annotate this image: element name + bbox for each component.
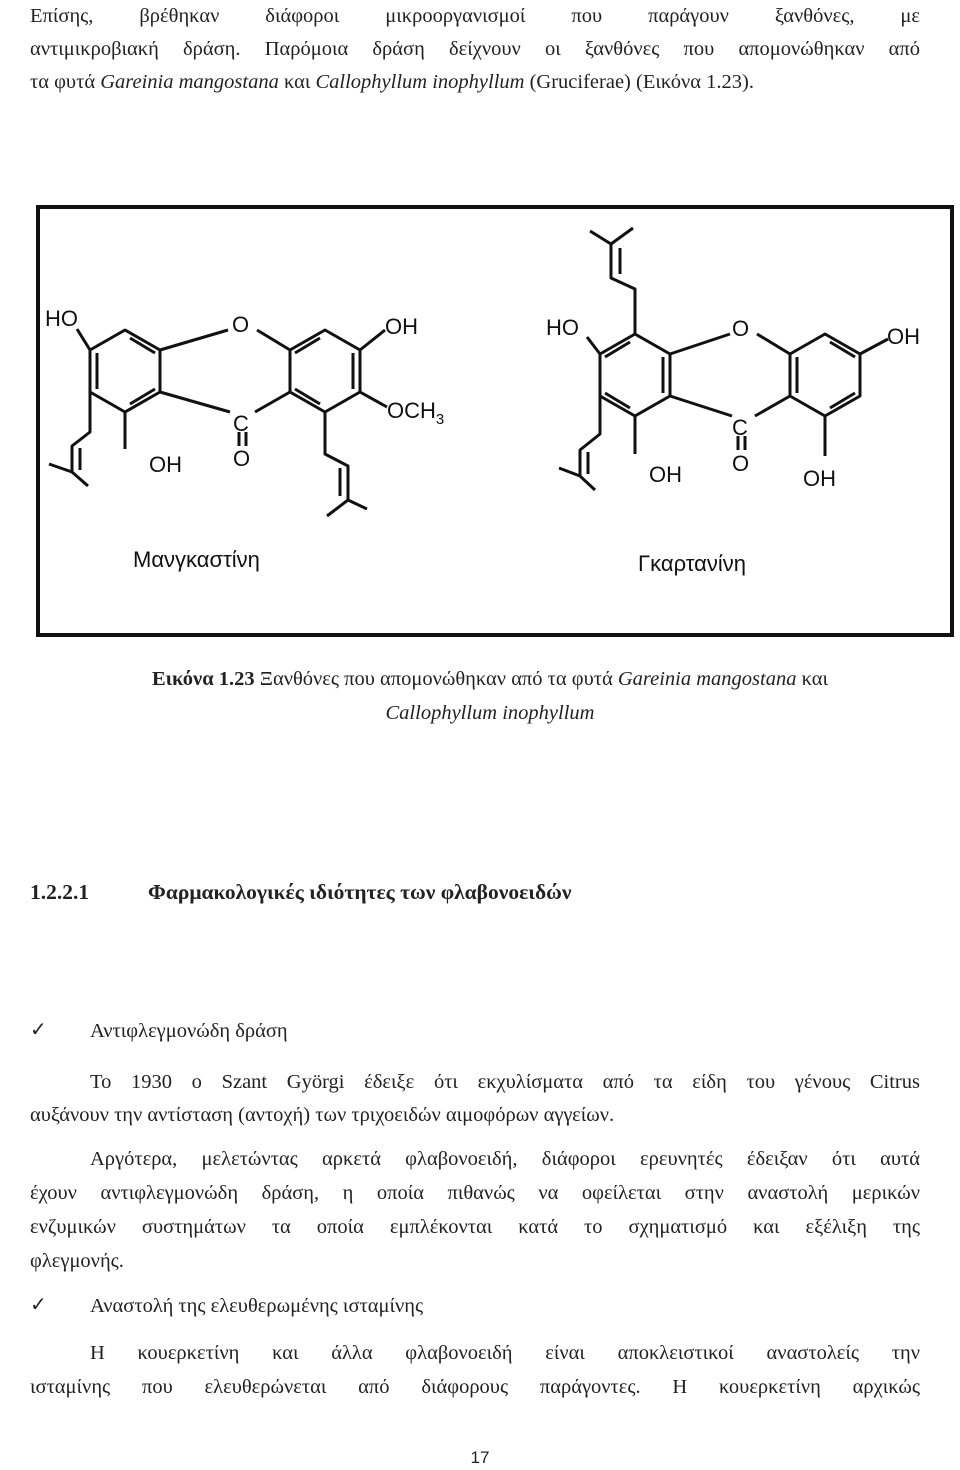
page-number: 17 bbox=[470, 1448, 490, 1467]
gartanin-ho-label: HO bbox=[546, 315, 579, 340]
gartanin-carbonyl-o-label: O bbox=[732, 451, 750, 476]
mangostin-och3-label: $OCH_3$ bbox=[387, 398, 445, 428]
mangostin-ring-o-label: O bbox=[232, 312, 250, 337]
mangostin-c-label: C bbox=[233, 411, 249, 436]
bullet-1-p2-line-2: έχουν αντιφλεγμονώδη δράση, η οποία πιθανώς να οφείλεται στην αναστολή μερικών bbox=[30, 1182, 920, 1204]
bullet-1-p2-line-4: φλεγμονής. bbox=[30, 1250, 124, 1272]
mangostin-oh-top-label: OH bbox=[385, 314, 418, 339]
gartanin-atom-labels bbox=[546, 315, 920, 491]
mangostin-carbonyl-o-label: O bbox=[233, 446, 251, 471]
figure-caption-line-2: Callophyllum inophyllum bbox=[385, 702, 595, 724]
checkmark-icon: ✓ bbox=[30, 1292, 47, 1316]
bullet-1-p1-line-2: αυξάνουν την αντίσταση (αντοχή) των τριχοειδών αιμοφόρων αγγείων. bbox=[30, 1104, 615, 1126]
bullet-2-p1-line-1: Η κουερκετίνη και άλλα φλαβονοειδή είναι αποκλειστικοί αναστολείς την bbox=[90, 1342, 920, 1364]
section-title: Φαρμακολογικές ιδιότητες των φλαβονοειδών bbox=[148, 880, 572, 904]
bullet-1-p1-line-1: Το 1930 ο Szant Györgi έδειξε ότι εκχυλίσματα από τα είδη του γένους Citrus bbox=[90, 1071, 920, 1093]
checkmark-icon: ✓ bbox=[30, 1017, 47, 1041]
intro-line-1: Επίσης, βρέθηκαν διάφοροι μικροοργανισμοί που παράγουν ξανθόνες, με bbox=[30, 5, 920, 27]
gartanin-structure bbox=[559, 228, 888, 490]
gartanin-oh-right-label: OH bbox=[887, 324, 920, 349]
figure-caption-line-1: Εικόνα 1.23 Ξανθόνες που απομονώθηκαν από τα φυτά Gareinia mangostana και bbox=[151, 668, 829, 690]
mangostin-structure bbox=[49, 329, 387, 516]
section-number: 1.2.2.1 bbox=[30, 880, 90, 904]
gartanin-ring-o-label: O bbox=[732, 316, 750, 341]
intro-line-3: τα φυτά Gareinia mangostana και Callophyllum inophyllum (Gruciferae) (Εικόνα 1.23). bbox=[30, 71, 754, 93]
gartanin-oh-bottom-left-label: OH bbox=[649, 462, 682, 487]
section-heading bbox=[30, 880, 571, 905]
bullet-1-p2-line-3: ενζυμικών συστημάτων τα οποία εμπλέκονται κατά το σχηματισμό και εξέλιξη της bbox=[30, 1216, 920, 1238]
xanthones-figure bbox=[35, 204, 955, 638]
gartanin-name: Γκαρτανίνη bbox=[638, 551, 746, 576]
bullet-1-title: Αντιφλεγμονώδη δράση bbox=[90, 1020, 288, 1042]
gartanin-oh-bottom-right-label: OH bbox=[803, 466, 836, 491]
figure-caption-label: Εικόνα 1.23 bbox=[151, 668, 255, 690]
bullet-1-p2-line-1: Αργότερα, μελετώντας αρκετά φλαβονοειδή, διάφοροι ερευνητές έδειξαν ότι αυτά bbox=[90, 1148, 920, 1170]
bullet-2-p1-line-2: ισταμίνης που ελευθερώνεται από διάφορους παράγοντες. Η κουερκετίνη αρχικώς bbox=[30, 1376, 920, 1398]
mangostin-ho-label: HO bbox=[45, 306, 78, 331]
intro-line-2: αντιμικροβιακή δράση. Παρόμοια δράση δείχνουν οι ξανθόνες που απομονώθηκαν από bbox=[30, 38, 920, 60]
mangostin-name: Μανγκαστίνη bbox=[133, 547, 260, 572]
bullet-2-title: Αναστολή της ελευθερωμένης ισταμίνης bbox=[90, 1295, 424, 1317]
gartanin-c-label: C bbox=[732, 415, 748, 440]
mangostin-atom-labels bbox=[45, 306, 444, 477]
mangostin-oh-bottom-label: OH bbox=[149, 452, 182, 477]
